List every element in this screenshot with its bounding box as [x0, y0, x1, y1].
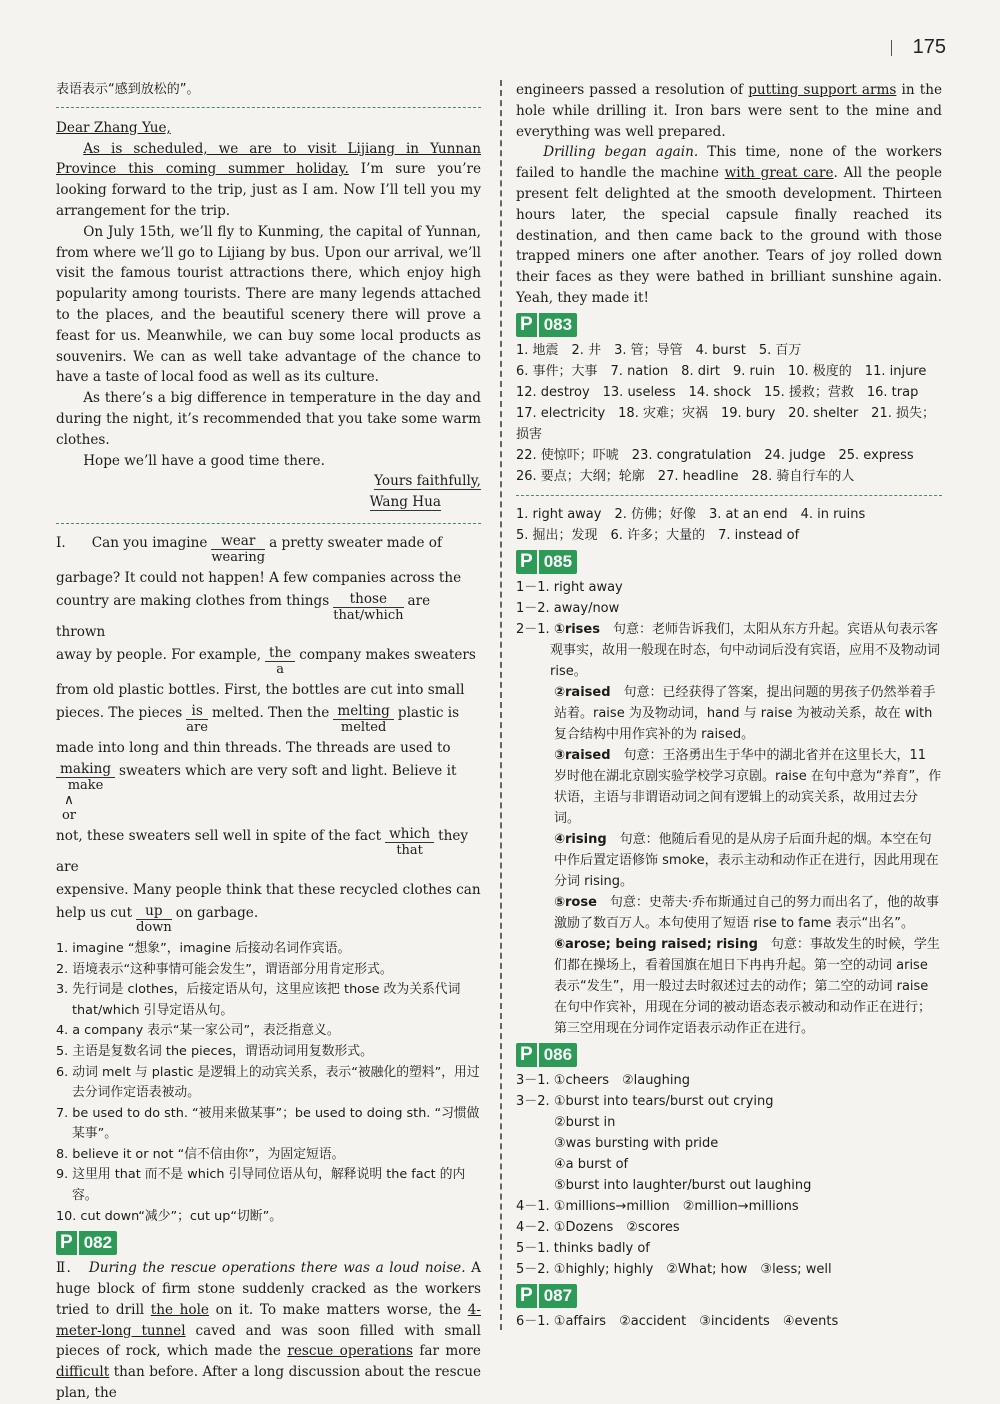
underlined-phrase: putting support arms [748, 82, 897, 98]
correction-6: making make [56, 762, 115, 793]
left-column [56, 80, 481, 1404]
cloze-text: Can you imagine [91, 534, 208, 551]
explanation: 句意：史蒂夫·乔布斯通过自己的努力而出名了，他的故事激励了数百万人。本句使用了短语 rise to fame 表示“出名”。 [554, 894, 940, 931]
underlined-phrase: difficult [56, 1364, 110, 1381]
answer-line [516, 1091, 942, 1112]
passage-text: than before. After a long discussion about the rescue plan, the [56, 1364, 481, 1402]
correction-2: those that/which [333, 590, 404, 623]
answer-line: ④a burst of [554, 1156, 629, 1172]
correction-3: the a [265, 646, 295, 677]
letter-paragraph-1 [56, 139, 481, 222]
italic-lead: Drilling began again. [543, 144, 699, 161]
cloze-line [56, 646, 481, 677]
cloze-text: they are [56, 827, 469, 875]
p086-answers [516, 1070, 942, 1280]
letter-salutation: Dear Zhang Yue, [56, 119, 171, 136]
answer-key: ⑤rose [554, 894, 597, 910]
underlined-phrase: rescue operations [287, 1343, 413, 1360]
cloze-text: pieces. The pieces [56, 704, 183, 721]
cloze-text: a pretty sweater made of [269, 534, 443, 551]
answer-line: 1－2. away/now [516, 600, 620, 616]
answer-text: ①burst into tears/burst out crying [553, 1093, 774, 1109]
section-badge-087 [516, 1284, 942, 1308]
p-icon: P [516, 313, 537, 337]
vocab-answers [516, 340, 942, 487]
note-item: 10. cut down“减少”；cut up“切断”。 [56, 1208, 283, 1224]
badge-number: 085 [539, 550, 577, 574]
underlined-phrase: the hole [150, 1301, 209, 1318]
underlined-phrase: 4-meter-long tunnel [56, 1301, 481, 1339]
intro-text: 表语表示“感到放松的”。 [56, 82, 200, 97]
answer-line: ②burst in [554, 1114, 616, 1130]
note-item: 1. imagine “想象”，imagine 后接动名词作宾语。 [56, 940, 351, 956]
note-item: 8. believe it or not “信不信由你”，为固定短语。 [56, 1146, 345, 1162]
note-item: 2. 语境表示“这种事情可能会发生”，谓语部分用肯定形式。 [56, 961, 393, 977]
note-item: 9. 这里用 that 而不是 which 引导同位语从句，解释说明 the fact 的内容。 [56, 1167, 466, 1204]
cloze-text: not, these sweaters sell well in spite of the fact [56, 827, 382, 844]
answer-line: 6－1. ①affairs ②accident ③incidents ④events [516, 1313, 839, 1329]
answer-line: 5－2. ①highly; highly ②What; how ③less; well [516, 1261, 832, 1277]
answer-key: ①rises [553, 621, 600, 637]
answer-line: ③was bursting with pride [554, 1135, 719, 1151]
passage-text: engineers passed a resolution of [516, 82, 749, 98]
page-number: 175 [912, 36, 946, 58]
letter-closing [56, 471, 481, 492]
section-number: Ⅱ. [56, 1260, 71, 1277]
cloze-text: are thrown [56, 592, 431, 640]
passage-text: far more [412, 1343, 481, 1360]
cloze-line [56, 592, 481, 642]
signature-name: Wang Hua [369, 494, 441, 511]
answer-line: 3－1. ①cheers ②laughing [516, 1072, 691, 1088]
answer-explained [516, 934, 942, 1039]
p085-answers [516, 577, 942, 1039]
rescue-paragraph-2 [516, 142, 942, 308]
cloze-line [56, 827, 481, 877]
correction-8: which that [385, 827, 434, 858]
cloze-line [56, 904, 481, 935]
answer-line: 4－2. ①Dozens ②scores [516, 1219, 680, 1235]
badge-number: 087 [539, 1284, 577, 1308]
note-item: 5. 主语是复数名词 the pieces，谓语动词用复数形式。 [56, 1043, 373, 1059]
cloze-text: on garbage. [175, 904, 259, 921]
answer-explained [516, 682, 942, 745]
italic-lead: During the rescue operations there was a loud noise. [88, 1260, 466, 1277]
cloze-text: help us cut [56, 904, 133, 921]
p-icon: P [56, 1231, 77, 1255]
p-icon: P [516, 1284, 537, 1308]
section-badge-082 [56, 1231, 481, 1255]
explanation: 句意：已经获得了答案，提出问题的男孩子仍然举着手站着。raise 为及物动词，hand 与 raise 为被动关系，故在 with 复合结构中用作宾补的为 raised。 [554, 684, 936, 742]
phrase-answers [516, 504, 942, 546]
answer-line: 26. 要点；大纲；轮廓 27. headline 28. 骑自行车的人 [516, 468, 855, 484]
p-icon: P [516, 1043, 537, 1067]
badge-number: 083 [539, 313, 577, 337]
cloze-text: away by people. For example, [56, 646, 262, 663]
answer-line: 1－1. right away [516, 579, 623, 595]
answer-key: ②raised [554, 684, 611, 700]
passage-text: This time, none of the workers failed to handle the machine [516, 144, 942, 182]
letter-paragraph-4: Hope we’ll have a good time there. [83, 452, 325, 469]
section-separator [56, 523, 481, 524]
section-number: Ⅰ. [56, 534, 66, 551]
underlined-sentence: As is scheduled, we are to visit Lijiang in Yunnan Province this coming summer holiday. [56, 140, 481, 178]
answer-key: ⑥arose; being raised; rising [554, 936, 758, 952]
passage-text: on it. To make matters worse, the [208, 1301, 468, 1318]
correction-5: melting melted [333, 704, 394, 735]
answer-line: 4－1. ①millions→million ②million→millions [516, 1198, 799, 1214]
cloze-line: expensive. Many people think that these recycled clothes can [56, 881, 481, 898]
note-item: 4. a company 表示“某一家公司”，表泛指意义。 [56, 1023, 340, 1039]
explanation: 句意：老师告诉我们，太阳从东方升起。宾语从句表示客观事实，故用一般现在时态，句中动词后没有宾语，应用不及物动词 rise。 [550, 621, 941, 679]
answer-explained [516, 829, 942, 892]
answer-line: 1. right away 2. 仿佛；好像 3. at an end 4. in ruins [516, 506, 866, 522]
answer-explained [516, 619, 942, 682]
answer-line: 12. destroy 13. useless 14. shock 15. 援救；营救 16. trap [516, 384, 919, 400]
letter-text: I’m sure you’re looking forward to the trip, just as I am. Now I’ll tell you my arrangement for the trip. [56, 161, 481, 219]
correction-4: is are [186, 702, 208, 735]
rescue-passage [56, 1258, 481, 1404]
question-number: 3－2. [516, 1093, 554, 1109]
answer-line: ⑤burst into laughter/burst out laughing [554, 1177, 812, 1193]
letter-paragraph-2: On July 15th, we’ll fly to Kunming, the capital of Yunnan, from where we’ll go to Lijiang by bus. Upon our arrival, we’ll visit the famous tourist attractions there, which enjoy high popularity among tourists. There are many legends attached to the places, and the beautiful scenery there will prove a feast for us. Meanwhile, we can buy some local products as souvenirs. We can as well take advantage of the chance to have a taste of local food as well as its culture. [56, 223, 481, 386]
cloze-line: garbage? It could not happen! A few companies across the [56, 569, 462, 586]
correction-7: ∧ or [61, 791, 76, 823]
explanation: 句意：王洛勇出生于华中的湖北省并在这里长大，11 岁时他在湖北京剧实验学校学习京剧。raise 在句中意为“养育”，作状语，主语与非谓语动词之间有逻辑上的动宾关系，故用过去分词。 [554, 747, 942, 826]
badge-number: 082 [79, 1231, 117, 1255]
letter [56, 118, 481, 513]
section-badge-085 [516, 550, 942, 574]
explanation: 句意：他随后看见的是从房子后面升起的烟。本空在句中作后置定语修饰 smoke，表示主动和动作正在进行，因此用现在分词 rising。 [554, 831, 939, 889]
correction-1: wear wearing [211, 532, 266, 565]
section-separator [516, 495, 942, 496]
underlined-phrase: with great care [724, 165, 834, 182]
answer-line: 17. electricity 18. 灾难；灾祸 19. bury 20. shelter 21. 损失；损害 [516, 405, 935, 442]
cloze-text: sweaters which are very soft and light. Believe it [119, 762, 457, 779]
cloze-text: company makes sweaters [299, 646, 476, 663]
letter-signature [56, 492, 481, 513]
answer-line: 6. 事件；大事 7. nation 8. dirt 9. ruin 10. 极度的 11. injure [516, 363, 927, 379]
answer-line: 5－1. thinks badly of [516, 1240, 650, 1256]
answer-key: ③raised [554, 747, 611, 763]
note-item: 3. 先行词是 clothes，后接定语从句，这里应该把 those 改为关系代词 that/which 引导定语从句。 [56, 982, 461, 1018]
cloze-text: plastic is [397, 704, 460, 721]
section-separator [56, 107, 481, 108]
cloze-passage [56, 534, 481, 935]
cloze-line [56, 762, 481, 823]
note-item: 6. 动词 melt 与 plastic 是逻辑上的动宾关系，表示“被融化的塑料”，用过去分词作定语表被动。 [56, 1064, 480, 1101]
passage-text: . All the people present felt delighted at the smooth development. Thirteen hours later, the special capsule finally reached its destination, and then came back to the ground with those trapped miners one after another. Tears of joy rolled down their faces as they were bathed in brilliant sunshine again. Yeah, they made it! [516, 165, 943, 306]
answer-line: 5. 掘出；发现 6. 许多；大量的 7. instead of [516, 527, 800, 543]
p087-answers [516, 1311, 942, 1332]
passage-text: A huge block of firm stone suddenly cracked as the workers tried to drill [56, 1260, 481, 1318]
cloze-text: country are making clothes from things [56, 592, 330, 609]
explanation: 句意：事故发生的时候，学生们都在操场上，看着国旗在旭日下冉冉升起。第一空的动词 arise 表示“发生”，用一般过去时叙述过去的动作；第二空的动词 raise 在句中作宾补，用现在分词的被动语态表示被动和动作正在进行；第三空用现在分词作定语表示动作正在进行。 [554, 936, 940, 1036]
cloze-line: made into long and thin threads. The threads are used to [56, 739, 451, 756]
passage-text: caved and was soon filled with small pieces of rock, which made the [56, 1322, 481, 1360]
cloze-line [56, 534, 481, 565]
answer-key: ④rising [554, 831, 607, 847]
letter-paragraph-3: As there’s a big difference in temperature in the day and during the night, it’s recommended that you take some warm clothes. [56, 390, 481, 448]
rescue-passage-continued [516, 80, 942, 142]
passage-text: in the hole while drilling it. Iron bars were sent to the mine and everything was well prepared. [516, 82, 943, 140]
closing-text: Yours faithfully, [374, 473, 481, 490]
answer-line: 1. 地震 2. 井 3. 管；导管 4. burst 5. 百万 [516, 342, 802, 358]
badge-number: 086 [539, 1043, 577, 1067]
question-number: 2－1. [516, 621, 554, 637]
p-icon: P [516, 550, 537, 574]
right-column [516, 80, 942, 1332]
cloze-text: melted. Then the [211, 704, 330, 721]
header-separator [891, 40, 892, 56]
answer-line: 22. 使惊吓；吓唬 23. congratulation 24. judge 25. express [516, 447, 914, 463]
note-item: 7. be used to do sth. “被用来做某事”；be used to doing sth. “习惯做某事”。 [56, 1105, 480, 1142]
column-divider [500, 80, 502, 1330]
explanation-notes [56, 939, 481, 1227]
section-badge-086 [516, 1043, 942, 1067]
section-badge-083 [516, 313, 942, 337]
answer-explained [516, 892, 942, 934]
correction-9: up down [136, 902, 172, 935]
answer-explained [516, 745, 942, 829]
cloze-line: from old plastic bottles. First, the bottles are cut into small [56, 681, 465, 698]
cloze-line [56, 704, 481, 735]
